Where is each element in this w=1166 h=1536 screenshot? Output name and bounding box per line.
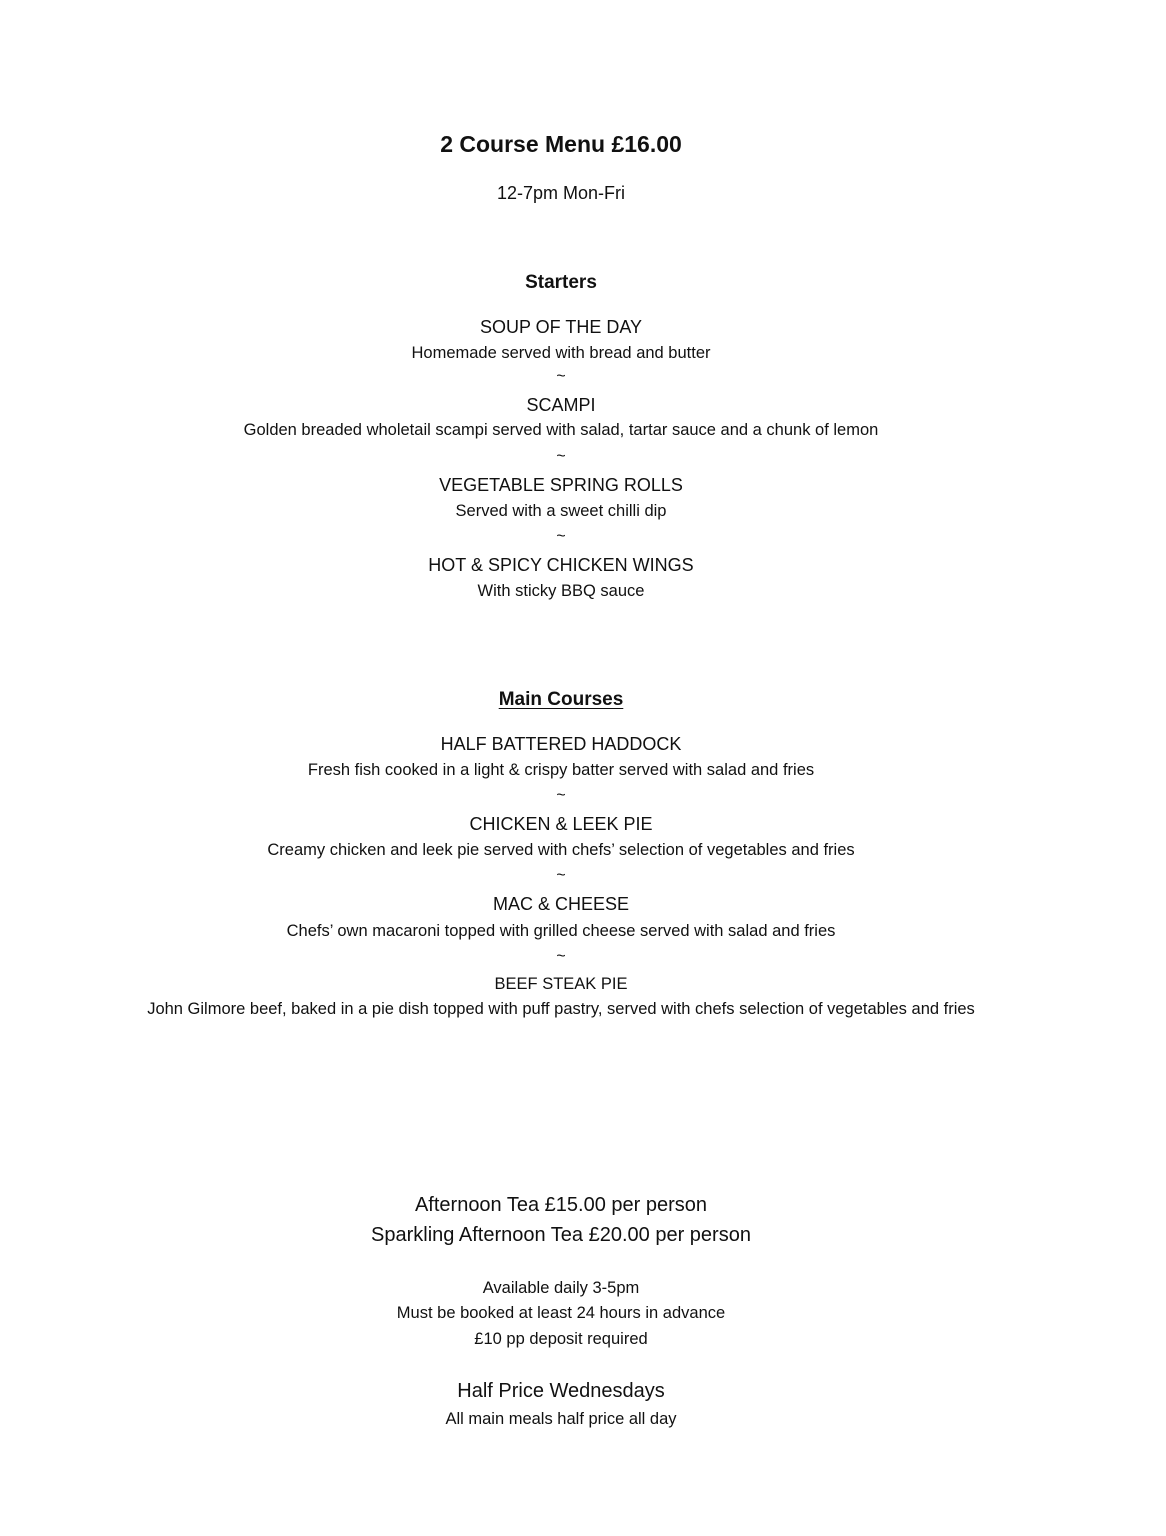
starter-name: SCAMPI (526, 395, 596, 415)
mains-heading (0, 689, 1122, 711)
main-name: BEEF STEAK PIE (494, 975, 628, 993)
separator: ~ (556, 528, 566, 545)
starter-description: With sticky BBQ sauce (477, 582, 645, 600)
separator: ~ (556, 368, 566, 385)
mains-heading-text: Main Courses (498, 689, 624, 710)
main-description: Chefs’ own macaroni topped with grilled cheese served with salad and fries (286, 922, 836, 940)
afternoon-tea-deposit: £10 pp deposit required (474, 1330, 648, 1348)
main-description: John Gilmore beef, baked in a pie dish topped with puff pastry, served with chefs selection of vegetables and fries (147, 1000, 975, 1018)
separator: ~ (556, 948, 566, 965)
starter-description: Served with a sweet chilli dip (455, 502, 667, 520)
afternoon-tea-price: Afternoon Tea £15.00 per person (414, 1194, 708, 1216)
separator: ~ (556, 867, 566, 884)
promo-title: Half Price Wednesdays (457, 1380, 665, 1402)
main-description: Creamy chicken and leek pie served with chefs’ selection of vegetables and fries (267, 841, 855, 859)
separator: ~ (556, 448, 566, 465)
starter-name: VEGETABLE SPRING ROLLS (439, 475, 683, 495)
main-name: HALF BATTERED HADDOCK (440, 734, 682, 754)
starter-name: SOUP OF THE DAY (479, 317, 643, 337)
main-name: CHICKEN & LEEK PIE (469, 814, 653, 834)
starter-description: Homemade served with bread and butter (411, 344, 711, 362)
afternoon-tea-booking: Must be booked at least 24 hours in advance (396, 1304, 726, 1322)
menu-hours: 12-7pm Mon-Fri (496, 183, 626, 203)
starters-heading: Starters (525, 272, 597, 293)
separator: ~ (556, 787, 566, 804)
main-name: MAC & CHEESE (492, 894, 630, 914)
starter-name: HOT & SPICY CHICKEN WINGS (428, 555, 694, 575)
afternoon-tea-availability: Available daily 3-5pm (482, 1279, 640, 1297)
menu-title: 2 Course Menu £16.00 (440, 131, 682, 157)
main-description: Fresh fish cooked in a light & crispy batter served with salad and fries (307, 761, 815, 779)
starter-description: Golden breaded wholetail scampi served with salad, tartar sauce and a chunk of lemon (243, 421, 879, 439)
promo-description: All main meals half price all day (445, 1410, 677, 1428)
sparkling-afternoon-tea-price: Sparkling Afternoon Tea £20.00 per person (371, 1224, 751, 1246)
